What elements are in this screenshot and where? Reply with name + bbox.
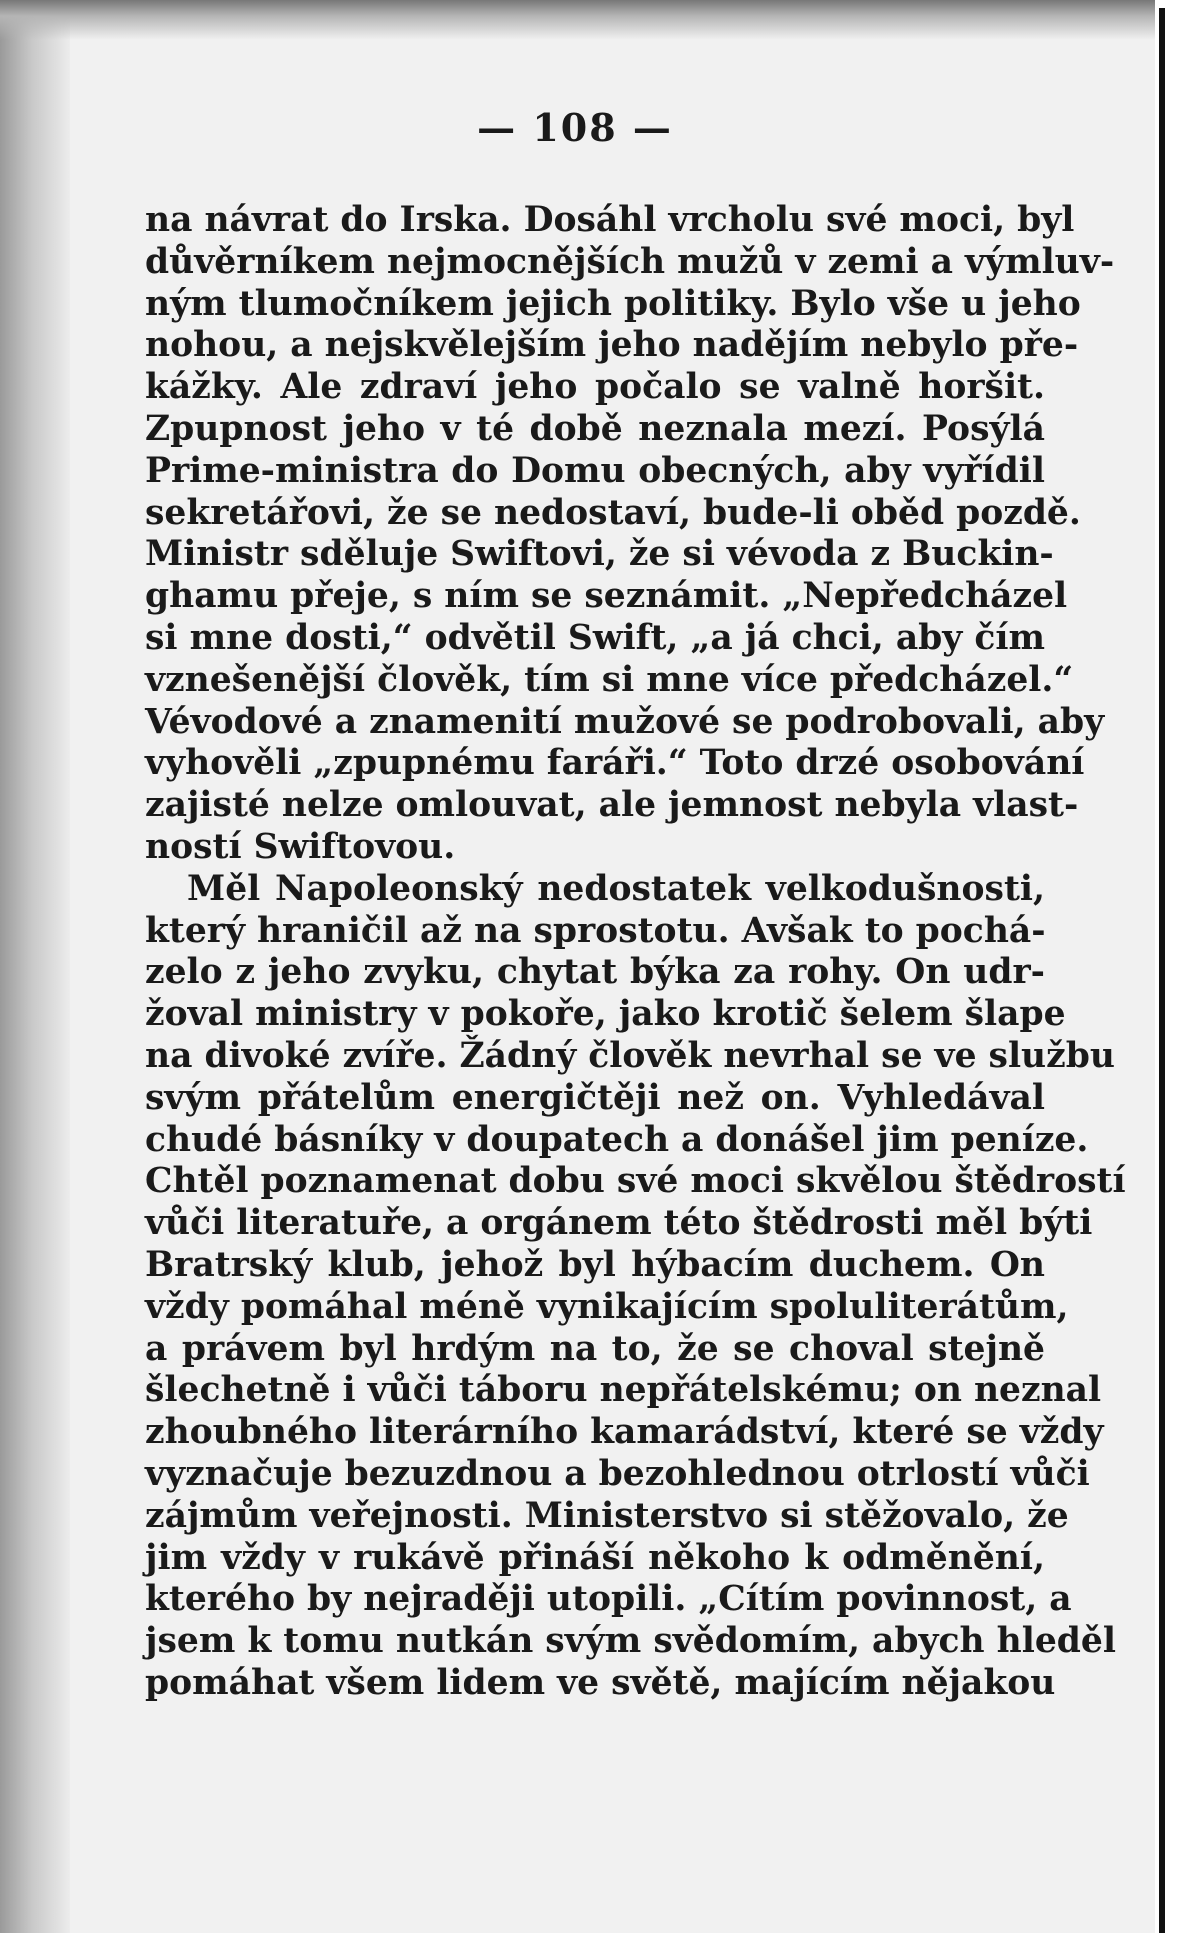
binding-shadow [0, 0, 70, 1933]
text-line: vyhověli „zpupnému faráři.“ Toto drzé osobování [145, 743, 1085, 784]
text-line: vůči literatuře, a orgánem této štědrosti měl býti [145, 1203, 1093, 1244]
text-line: vždy pomáhal méně vynikajícím spoluliterátům, [145, 1286, 1069, 1327]
paragraph-end-line: ností Swiftovou. [145, 826, 456, 867]
text-line: kterého by nejraději utopili. „Cítím povinnost, a [145, 1579, 1072, 1620]
text-line: na divoké zvíře. Žádný člověk nevrhal se ve službu [145, 1035, 1115, 1076]
text-line: kážky. Ale zdraví jeho počalo se valně horšit. [145, 367, 1045, 408]
text-line: Ministr sděluje Swiftovi, že si vévoda z Buckin- [145, 534, 1054, 575]
text-line: Zpupnost jeho v té době neznala mezí. Posýlá [145, 408, 1045, 449]
body-text [145, 200, 1126, 1705]
text-line: zelo z jeho zvyku, chytat býka za rohy. On udr- [145, 952, 1045, 993]
page-edge-line [1159, 8, 1165, 1933]
text-line: nohou, a nejskvělejším jeho nadějím nebylo pře- [145, 325, 1079, 366]
text-line: si mne dosti,“ odvětil Swift, „a já chci, aby čím [145, 617, 1045, 658]
paragraph-start-line: Měl Napoleonský nedostatek velkodušnosti, [187, 868, 1045, 909]
text-line: Vévodové a znamenití mužové se podrobovali, aby [145, 701, 1105, 742]
text-line: Prime-ministra do Domu obecných, aby vyřídil [145, 450, 1045, 491]
text-line: který hraničil až na sprostotu. Avšak to pochá- [145, 910, 1046, 951]
text-line: jsem k tomu nutkán svým svědomím, abych hleděl [145, 1621, 1116, 1662]
text-line: ným tlumočníkem jejich politiky. Bylo vše u jeho [145, 283, 1081, 324]
text-line: zajisté nelze omlouvat, ale jemnost nebyla vlast- [145, 785, 1079, 826]
text-line: sekretářovi, že se nedostaví, bude-li oběd pozdě. [145, 492, 1081, 533]
text-line: Bratrský klub, jehož byl hýbacím duchem. On [145, 1244, 1045, 1285]
text-line: důvěrníkem nejmocnějších mužů v zemi a výmluv- [145, 241, 1115, 282]
text-line: jim vždy v rukávě přináší někoho k odměnění, [145, 1537, 1045, 1578]
text-line: zájmům veřejnosti. Ministerstvo si stěžovalo, že [145, 1495, 1069, 1536]
text-line: vznešenější člověk, tím si mne více předcházel.“ [145, 659, 1074, 700]
text-line: svým přátelům energičtěji než on. Vyhledával [145, 1077, 1045, 1118]
text-line: vyznačuje bezuzdnou a bezohlednou otrlostí vůči [145, 1453, 1090, 1494]
text-line: žoval ministry v pokoře, jako krotič šelem šlape [145, 994, 1066, 1035]
text-line: pomáhat všem lidem ve světě, majícím nějakou [145, 1662, 1056, 1703]
text-line: chudé básníky v doupatech a donášel jim peníze. [145, 1119, 1089, 1160]
text-line: Chtěl poznamenat dobu své moci skvělou štědrostí [145, 1161, 1126, 1202]
text-line: zhoubného literárního kamarádství, které se vždy [145, 1412, 1104, 1453]
text-line: ghamu přeje, s ním se seznámit. „Nepředcházel [145, 576, 1068, 617]
page-number: — 108 — [477, 105, 673, 150]
top-edge-shadow [0, 0, 1183, 40]
text-line: a právem byl hrdým na to, že se choval stejně [145, 1328, 1045, 1369]
text-line: na návrat do Irska. Dosáhl vrcholu své moci, byl [145, 200, 1075, 240]
text-line: šlechetně i vůči táboru nepřátelskému; on neznal [145, 1370, 1102, 1411]
